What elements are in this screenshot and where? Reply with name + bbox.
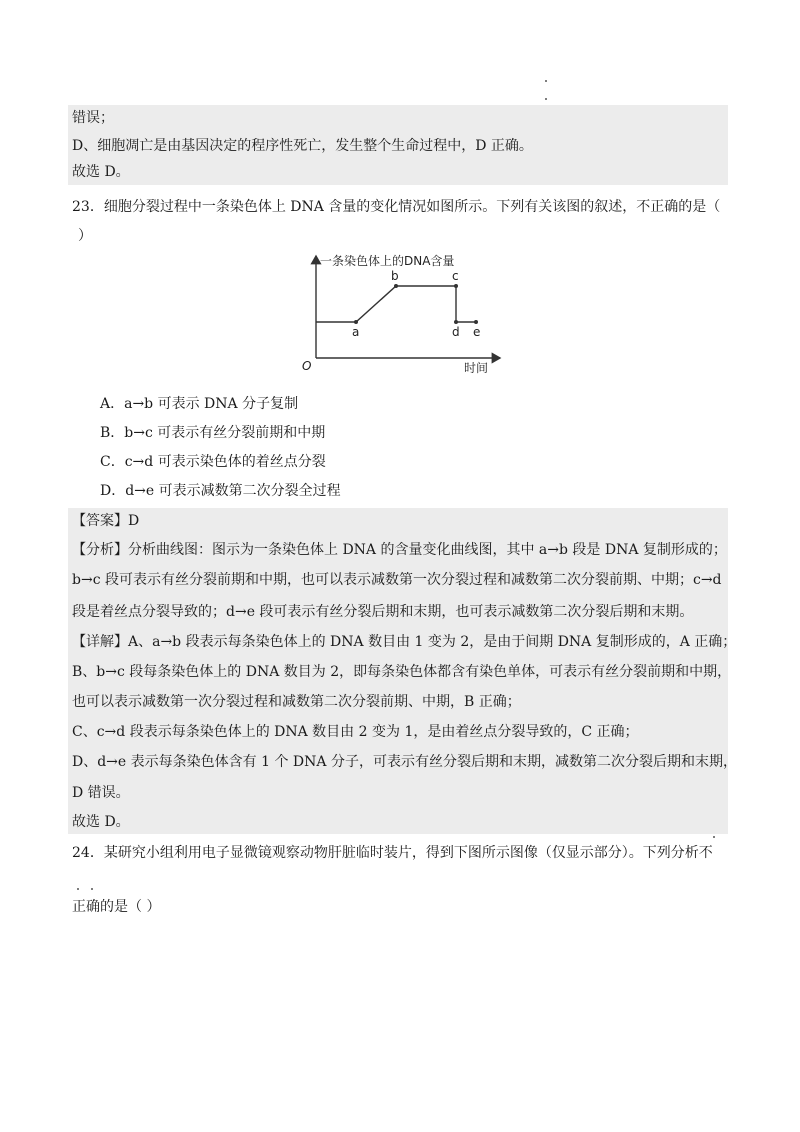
label-a: a [352, 325, 360, 339]
q23-stem-line1: 23．细胞分裂过程中一条染色体上 DNA 含量的变化情况如图所示。下列有关该图的叙述，不正确的是（ [72, 199, 721, 215]
point-a [354, 320, 358, 324]
q23-stem-line2: ） [78, 228, 92, 244]
x-axis-label: 时间 [464, 361, 489, 375]
label-e: e [473, 325, 481, 339]
q23-detail-line1: 【详解】A、a→b 段表示每条染色体上的 DNA 数目由 1 变为 2，是由于间期 DNA 复制形成的，A 正确； [72, 634, 737, 650]
q23-analysis-line2: b→c 段可表示有丝分裂前期和中期，也可以表示减数第一次分裂过程和减数第二次分裂前期、中期；c→d [72, 572, 722, 588]
prev-answer-line3: 故选 D。 [72, 164, 130, 180]
q23-detail-line2: B、b→c 段每条染色体上的 DNA 数目为 2，即每条染色体都含有染色单体，可表示有丝分裂前期和中期， [72, 664, 732, 680]
label-b: b [391, 269, 399, 283]
q24-stem-line1: 24．某研究小组利用电子显微镜观察动物肝脏临时装片，得到下图所示图像（仅显示部分）。下列分析不 [72, 845, 713, 861]
y-axis-label: 一条染色体上的DNA含量 [320, 254, 455, 268]
q23-detail-line7: 故选 D。 [72, 814, 130, 830]
q23-option-c: C．c→d 可表示染色体的着丝点分裂 [100, 454, 326, 470]
q23-option-a: A．a→b 可表示 DNA 分子复制 [100, 396, 299, 412]
q23-option-d: D．d→e 可表示减数第二次分裂全过程 [100, 483, 341, 499]
q23-detail-line3: 也可以表示减数第一次分裂过程和减数第二次分裂前期、中期，B 正确； [72, 694, 521, 710]
point-c [454, 284, 458, 288]
origin-label: O [302, 359, 312, 373]
q23-option-b: B．b→c 可表示有丝分裂前期和中期 [100, 425, 326, 441]
emphasis-dot [91, 888, 93, 890]
emphasis-dot [713, 836, 715, 838]
emphasis-dot [545, 80, 547, 82]
q23-analysis-line1: 【分析】分析曲线图：图示为一条染色体上 DNA 的含量变化曲线图，其中 a→b 段是 DNA 复制形成的； [72, 542, 727, 558]
q23-answer: 【答案】D [72, 513, 140, 529]
dna-content-chart [298, 248, 508, 378]
q23-detail-line5: D、d→e 表示每条染色体含有 1 个 DNA 分子，可表示有丝分裂后期和末期，减数第二次分裂后期和末期， [72, 754, 737, 770]
emphasis-dot [545, 98, 547, 100]
q24-stem-line2: 正确的是（ ） [72, 899, 161, 915]
label-c: c [452, 269, 459, 283]
emphasis-dot [77, 888, 79, 890]
dna-series-line [316, 286, 476, 322]
point-e [474, 320, 478, 324]
point-d [454, 320, 458, 324]
q23-detail-line4: C、c→d 段表示每条染色体上的 DNA 数目由 2 变为 1，是由着丝点分裂导致的，C 正确； [72, 724, 639, 740]
point-b [394, 284, 398, 288]
label-d: d [452, 325, 460, 339]
q23-analysis-line3: 段是着丝点分裂导致的；d→e 段可表示有丝分裂后期和末期，也可表示减数第二次分裂后期和末期。 [72, 604, 694, 620]
prev-answer-line2: D、细胞凋亡是由基因决定的程序性死亡，发生整个生命过程中，D 正确。 [72, 138, 533, 154]
prev-answer-line1: 错误； [72, 110, 114, 126]
q23-detail-line6: D 错误。 [72, 785, 130, 801]
